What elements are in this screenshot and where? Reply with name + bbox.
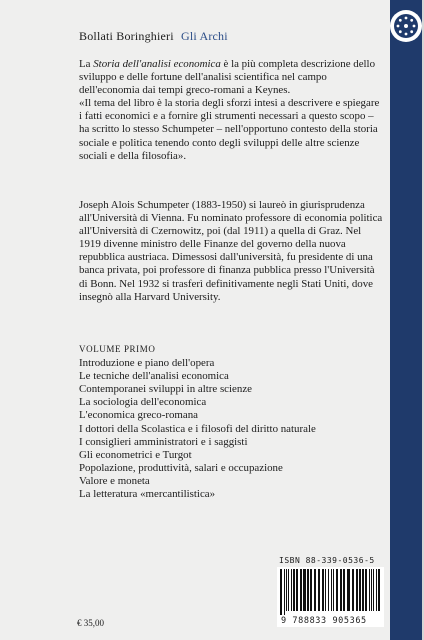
volume-heading: VOLUME PRIMO: [79, 344, 156, 354]
barcode-bar: [280, 569, 282, 615]
barcode-bar: [378, 569, 380, 611]
volume-contents: [79, 343, 384, 501]
description-lead: [79, 58, 384, 97]
barcode-bars: [277, 567, 384, 615]
chapter-item: La sociologia dell'economica: [79, 396, 207, 409]
chapter-item: Popolazione, produttività, salari e occupazione: [79, 461, 283, 474]
chapter-item: Valore e moneta: [79, 474, 150, 487]
barcode-bar: [328, 569, 329, 611]
barcode-bar: [365, 569, 367, 611]
chapter-item: Le tecniche dell'analisi economica: [79, 370, 229, 383]
barcode-bar: [373, 569, 374, 611]
author-bio-text: Joseph Alois Schumpeter (1883-1950) si laureò in giurisprudenza all'Università di Vienna. Fu nominato professore di economia politica all'Università di Czernowitz, poi (dal 1911) a quella di Graz. Nel 1919 divenne ministro delle Finanze del governo della nuova repubblica austriaca. Dimessosi dall'università, fu presidente di una banca privata, poi professore di finanza pubblica presso l'Università di Bonn. Nel 1932 si trasferì definitivamente negli Stati Uniti, dove insegnò alla Harvard University.: [79, 199, 383, 303]
barcode-bar: [356, 569, 358, 611]
barcode-bar: [369, 569, 370, 611]
barcode-bar: [331, 569, 332, 611]
book-description: [79, 58, 384, 163]
barcode-bar: [303, 569, 306, 611]
barcode-bar: [286, 569, 287, 611]
barcode-bar: [296, 569, 298, 611]
barcode-bar: [362, 569, 364, 611]
description-lead-rest: è la più completa descrizione dello sviluppo e delle fortune dell'analisi scientifica nel campo dell'economia dai tempi greco-romani a Keynes.: [79, 58, 376, 97]
isbn-label: ISBN 88-339-0536-5: [279, 556, 375, 565]
barcode-bar: [322, 569, 324, 611]
barcode-bar: [352, 569, 354, 611]
barcode-bar: [376, 569, 377, 611]
chapter-item: Gli econometrici e Turgot: [79, 448, 192, 461]
barcode-bar: [288, 569, 289, 611]
chapter-item: I dottori della Scolastica e i filosofi del diritto naturale: [79, 422, 316, 435]
description-quote: «Il tema del libro è la storia degli sforzi intesi a descrivere e spiegare i fatti economici e a fornire gli strumenti necessari a questo scopo – ha scritto lo stesso Schumpeter – nell'opportuno contesto della storia sociale e politica tenendo conto degli sviluppi delle altre scienze sociali e della filosofia».: [79, 97, 380, 162]
barcode-bar: [307, 569, 309, 611]
barcode-bar: [293, 569, 295, 611]
chapter-item: L'economica greco-romana: [79, 409, 198, 422]
barcode-bar: [333, 569, 334, 611]
book-title-italic: Storia dell'analisi economica: [93, 58, 221, 70]
author-bio: [79, 199, 384, 304]
chapter-item: Contemporanei sviluppi in altre scienze: [79, 383, 252, 396]
price-label: € 35,00: [77, 618, 104, 628]
barcode-bar: [310, 569, 312, 611]
barcode-bar: [343, 569, 345, 611]
description-article: La: [79, 58, 91, 70]
barcode-bar: [325, 569, 326, 611]
barcode-bar: [314, 569, 316, 611]
barcode-bar: [371, 569, 372, 611]
barcode-digits: 9 788833 905365: [281, 616, 367, 626]
barcode-bar: [336, 569, 338, 611]
chapter-item: I consiglieri amministratori e i saggisti: [79, 435, 248, 448]
barcode-bar: [347, 569, 350, 611]
barcode-bar: [284, 569, 285, 615]
barcode-bar: [340, 569, 342, 611]
blue-spine-band: [390, 0, 422, 640]
series-name: Gli Archi: [181, 29, 228, 43]
barcode-bar: [318, 569, 320, 611]
publisher-star-logo-icon: [390, 10, 422, 42]
barcode-bar: [300, 569, 302, 611]
chapter-item: Introduzione e piano dell'opera: [79, 357, 215, 370]
publisher-name: Bollati Boringhieri: [79, 29, 174, 43]
barcode-bar: [291, 569, 292, 611]
publisher-header: [79, 29, 228, 44]
volume-chapter-list: [79, 357, 384, 501]
barcode-bar: [359, 569, 361, 611]
chapter-item: La letteratura «mercantilistica»: [79, 488, 216, 501]
